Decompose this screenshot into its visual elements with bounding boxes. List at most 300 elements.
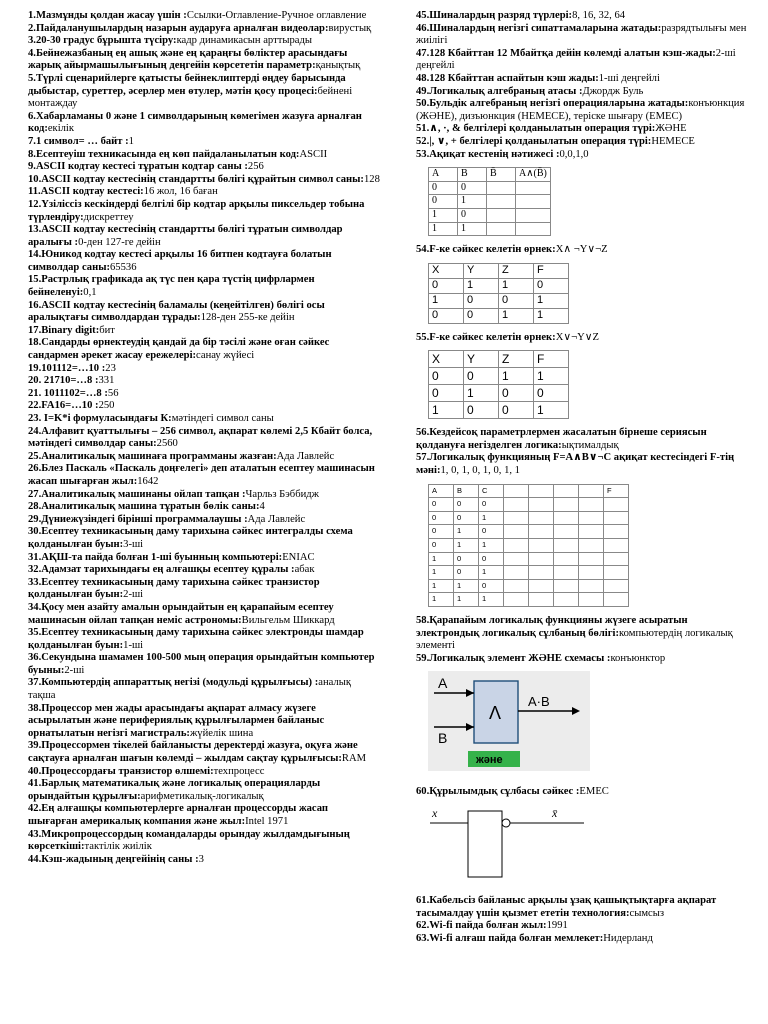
table-row: [429, 552, 629, 566]
question-text: 37.Компьютердің аппараттық негізі (модульді құрылғысы) :: [28, 677, 319, 689]
table-header-cell: A∧(B̄): [516, 168, 551, 182]
table-cell: [504, 579, 529, 593]
table-header-cell: Z: [499, 351, 534, 368]
qa-item: [416, 23, 752, 48]
question-text: 13.ASCII кодтау кестесінің стандартты бөлігі тұратын символдар аралығы :: [28, 224, 343, 248]
table-cell: [504, 525, 529, 539]
gate-input-a: A: [438, 675, 448, 692]
qa-item: [28, 249, 380, 274]
answer-text: аналық тақша: [28, 677, 351, 702]
answer-text: Вильгельм Шиккард: [241, 614, 335, 626]
qa-item: [28, 136, 380, 149]
table-cell: 1: [479, 593, 504, 607]
table-cell: [604, 498, 629, 512]
table-header-cell: A: [429, 168, 458, 182]
question-text: 11.ASCII кодтау кестесі:: [28, 186, 144, 198]
table-cell: 1: [479, 539, 504, 553]
table-cell: 0: [454, 566, 479, 580]
table-cell: [604, 511, 629, 525]
table-cell: [579, 579, 604, 593]
answer-text: 128-ден 255-ке дейін: [200, 312, 295, 324]
table-header-cell: Y: [464, 351, 499, 368]
table-cell: 1: [479, 566, 504, 580]
answer-text: дискреттеу: [83, 211, 134, 223]
table-header-cell: [554, 484, 579, 498]
question-text: 30.Есептеу техникасының даму тарихына сәйкес интегралды схема қолданылған буын:: [28, 526, 353, 550]
table-cell: 1: [534, 402, 569, 419]
table-cell: [579, 511, 604, 525]
qa-item: [416, 427, 752, 452]
answer-text: санау жүйесі: [196, 350, 255, 362]
qa-item: [416, 653, 752, 666]
table-row: [429, 368, 569, 385]
qa-item: [28, 363, 380, 376]
not-gate-diagram: [428, 805, 588, 881]
table-cell: 0: [454, 552, 479, 566]
question-text: 15.Растрлық графикада ақ түс пен қара түстің цифрлармен бейнеленуі:: [28, 274, 315, 299]
table-cell: 1: [429, 579, 454, 593]
question-text: 54.F-ке сәйкес келетін өрнек:: [416, 244, 556, 256]
question-text: 2.Пайдаланушылардың назарын аударуға арналған видеолар:: [28, 22, 329, 34]
question-text: 4.Бейнежазбаның ең ашық және ең қараңғы бөліктер арасындағы жарық айырмашылығының деңгейін көрсететін параметр:: [28, 47, 348, 72]
table-header-cell: [504, 484, 529, 498]
table-cell: [529, 498, 554, 512]
answer-text: техпроцесс: [213, 765, 265, 777]
question-text: 47.128 Кбайттан 12 Мбайтқа дейін көлемді алатын кэш-жады:: [416, 47, 716, 59]
qa-item: [28, 388, 380, 401]
table-cell: 1: [534, 368, 569, 385]
answer-text: 2-ші деңгейлі: [416, 47, 736, 72]
qa-item: [416, 895, 752, 920]
qa-item: [416, 136, 752, 149]
table-cell: [579, 566, 604, 580]
qa-item: [28, 413, 380, 426]
answer-text: 8, 16, 32, 64: [572, 10, 626, 21]
question-text: 19.101112=…10 :: [28, 362, 106, 374]
qa-item: [28, 766, 380, 779]
table-cell: [554, 539, 579, 553]
answer-text: 1991: [546, 920, 568, 932]
qa-item: [28, 174, 380, 187]
table-cell: [529, 539, 554, 553]
table-cell: 1: [429, 402, 464, 419]
truth-table-55: [428, 350, 569, 419]
table-header-cell: [579, 484, 604, 498]
table-cell: 1: [534, 293, 569, 308]
not-gate-output: x̄: [552, 805, 558, 820]
answer-text: 1: [128, 135, 134, 147]
qa-item: [28, 577, 380, 602]
table-cell: 0: [429, 511, 454, 525]
question-text: 39.Процессормен тікелей байланысты деректерді жазуға, оқуға және сақтауға арналған шағын көлемді – жылдам сақтау құрылғысы:: [28, 740, 358, 765]
table-cell: [504, 511, 529, 525]
table-cell: [579, 525, 604, 539]
question-text: 48.128 Кбайттан аспайтын кэш жады:: [416, 72, 599, 84]
answer-text: Джордж Буль: [582, 85, 644, 97]
question-text: 22.FA16=…10 :: [28, 400, 99, 412]
table-cell: [604, 552, 629, 566]
table-cell: 0: [458, 181, 487, 195]
question-text: 44.Кэш-жадының деңгейінің саны :: [28, 853, 199, 865]
question-text: 17.Binary digit:: [28, 324, 100, 336]
question-text: 42.Ең алғашқы компьютерлерге арналған процессорды жасап шығарған америкалық компания және жыл:: [28, 803, 329, 827]
question-text: 58.Қарапайым логикалық функцияны жүзеге асыратын электрондық логикалық сұлбаның бөлігі:: [416, 615, 688, 639]
answer-text: 2-ші: [123, 589, 144, 601]
table-row: [429, 511, 629, 525]
answer-text: Ада Лавлейс: [276, 450, 335, 462]
answer-text: Ада Лавлейс: [247, 513, 306, 525]
answer-text: жүйелік шина: [189, 727, 254, 739]
question-text: 53.Ақиқат кестенің нәтижесі :: [416, 148, 560, 160]
table-row: [429, 222, 551, 236]
table-cell: [487, 208, 516, 222]
qa-item: [28, 375, 380, 388]
question-text: 40.Процессордағы транзистор өлшемі:: [28, 765, 214, 777]
answer-text: 128: [363, 173, 380, 185]
qa-item: [28, 489, 380, 502]
table-cell: [579, 498, 604, 512]
table-cell: 0: [429, 278, 464, 293]
answer-text: разрядтылығы мен жиілігі: [416, 22, 747, 47]
answer-text: 1-ші: [123, 639, 144, 651]
table-cell: 0: [454, 511, 479, 525]
table-cell: [554, 552, 579, 566]
answer-text: мәтіндегі символ саны: [171, 413, 274, 424]
table-cell: 1: [429, 593, 454, 607]
question-text: 9.ASCII кодтау кестесі тұратын кодтар саны :: [28, 161, 248, 173]
table-cell: 1: [464, 385, 499, 402]
qa-item: [28, 274, 380, 299]
answer-text: 256: [247, 161, 264, 173]
table-header-cell: X: [429, 351, 464, 368]
table-row: [429, 278, 569, 293]
table-row: [429, 402, 569, 419]
question-text: 31.АҚШ-та пайда болған 1-ші буынның компьютері:: [28, 551, 283, 563]
question-text: 5.Түрлі сценарийлерге қатысты бейнеклиптерді өңдеу барысында дыбыстар, суреттер, әсерлер мен өтулер, мәтін қосу процесі:: [28, 72, 346, 97]
question-text: 18.Сандарды өрнектеудің қандай да бір тәсілі және оған сәйкес сандармен әрекет жасау ережелері:: [28, 337, 330, 362]
answer-text: X∨¬Y∨Z: [555, 331, 599, 343]
answer-text: 65536: [110, 261, 137, 273]
qa-item: [28, 35, 380, 48]
table-cell: 0: [499, 402, 534, 419]
table-cell: [504, 566, 529, 580]
table-cell: 1: [429, 552, 454, 566]
answer-text: 331: [98, 375, 115, 387]
table-cell: 0: [464, 402, 499, 419]
qa-item: [28, 703, 380, 741]
table-row: [429, 498, 629, 512]
table-cell: 1: [429, 566, 454, 580]
table-cell: [487, 181, 516, 195]
question-text: 50.Бульдік алгебраның негізгі операцияларына жатады:: [416, 98, 689, 110]
table-row: [429, 539, 629, 553]
question-text: 6.Хабарламаны 0 және 1 символдарының көмегімен жазуға арналған код:: [28, 110, 362, 135]
qa-item: [416, 332, 752, 345]
table-header-cell: A: [429, 484, 454, 498]
question-text: 34.Қосу мен азайту амалын орындайтын ең қарапайым есептеу машинасын ойлап тапқан неміс астрономы:: [28, 601, 334, 626]
table-cell: 0: [464, 368, 499, 385]
table-cell: 0: [479, 498, 504, 512]
table-cell: 0: [464, 293, 499, 308]
answer-text: қанықтық: [315, 60, 361, 72]
qa-item: [28, 337, 380, 362]
table-header-cell: X: [429, 263, 464, 278]
table-row: [429, 208, 551, 222]
table-header-cell: B: [458, 168, 487, 182]
question-text: 27.Аналитикалық машинаны ойлап тапқан :: [28, 488, 246, 500]
table-row: [429, 385, 569, 402]
qa-item: [28, 161, 380, 174]
truth-table-57: [428, 484, 629, 607]
table-cell: [516, 181, 551, 195]
answer-text: кадр динамикасын арттырады: [176, 35, 312, 47]
table-cell: [487, 222, 516, 236]
table-cell: 0: [429, 308, 464, 323]
answer-text: бейнені монтаждау: [28, 85, 353, 110]
table-cell: [529, 525, 554, 539]
table-row: [429, 308, 569, 323]
answer-text: 4: [259, 501, 265, 513]
table-cell: [529, 593, 554, 607]
qa-item: [416, 933, 752, 946]
table-cell: [579, 539, 604, 553]
answer-text: ықтималдық: [561, 439, 619, 451]
qa-item: [28, 149, 380, 162]
table-row: [429, 579, 629, 593]
qa-item: [28, 224, 380, 249]
table-cell: 1: [534, 308, 569, 323]
table-cell: 0: [534, 278, 569, 293]
answer-text: RAM: [341, 753, 367, 765]
qa-item: [28, 854, 380, 867]
answer-text: арифметикалық-логикалық: [140, 790, 264, 802]
answer-text: Intel 1971: [245, 816, 289, 827]
qa-item: [28, 501, 380, 514]
qa-item: [416, 10, 752, 23]
table-cell: [554, 593, 579, 607]
table-cell: [504, 552, 529, 566]
table-cell: 0: [429, 525, 454, 539]
table-header-cell: B: [454, 484, 479, 498]
question-text: 55.F-ке сәйкес келетін өрнек:: [416, 331, 556, 343]
question-text: 57.Логикалық функцияның F=A∧B∨¬C ақиқат кестесіндегі F-тің мәні:: [416, 452, 735, 477]
table-cell: [554, 579, 579, 593]
table-cell: [516, 195, 551, 209]
table-cell: [604, 525, 629, 539]
answer-text: 1642: [137, 475, 159, 487]
table-cell: 0: [454, 498, 479, 512]
qa-item: [416, 123, 752, 136]
left-column: [28, 10, 380, 866]
table-cell: 1: [458, 195, 487, 209]
table-row: [429, 181, 551, 195]
question-text: 8.Есептеуіш техникасында ең көп пайдаланылатын код:: [28, 148, 300, 160]
qa-item: [28, 602, 380, 627]
question-text: 60.Құрылымдық сұлбасы сәйкес :: [416, 785, 580, 797]
table-header-cell: [529, 484, 554, 498]
truth-table-53: [428, 167, 551, 236]
question-text: 28.Аналитикалық машина тұратын бөлік саны:: [28, 501, 260, 513]
answer-text: 250: [98, 400, 115, 412]
table-cell: [554, 525, 579, 539]
qa-item: [28, 463, 380, 488]
qa-item: [28, 778, 380, 803]
table-row: [429, 525, 629, 539]
qa-item: [28, 552, 380, 565]
answer-text: тактілік жиілік: [84, 841, 152, 853]
table-row: [429, 593, 629, 607]
question-text: 41.Барлық математикалық және логикалық операцияларды орындайтын құрылғы:: [28, 778, 321, 802]
table-cell: 1: [454, 593, 479, 607]
table-cell: 1: [458, 222, 487, 236]
table-cell: 0: [429, 539, 454, 553]
qa-item: [416, 452, 752, 477]
answer-text: Чарльз Бэббидж: [245, 488, 319, 500]
question-text: 7.1 символ= … байт :: [28, 135, 129, 147]
qa-item: [28, 451, 380, 464]
table-header-row: [429, 168, 551, 182]
gate-output: A·B: [528, 694, 550, 710]
table-cell: 1: [499, 368, 534, 385]
question-text: 12.Үзіліссіз кескіндерді белгілі бір кодтар арқылы пиксельдер тобына түрлендіру:: [28, 198, 365, 223]
table-cell: [604, 579, 629, 593]
table-header-cell: F: [534, 351, 569, 368]
question-text: 49.Логикалық алгебраның атасы :: [416, 85, 583, 97]
answer-text: ЕМЕС: [579, 785, 609, 797]
question-text: 25.Аналитикалық машинаға программаны жазған:: [28, 450, 277, 462]
answer-text: ASCII: [299, 148, 328, 160]
answer-text: конъюнктор: [610, 652, 666, 664]
table-cell: [529, 579, 554, 593]
answer-text: 2-ші: [64, 664, 85, 676]
table-cell: 0: [534, 385, 569, 402]
table-header-row: [429, 484, 629, 498]
question-text: 38.Процессор мен жады арасындағы ақпарат алмасу жүзеге асырылатын және перифериялық құрылғылармен байланыс орнатылатын негізгі магистраль:: [28, 702, 325, 739]
table-cell: [504, 498, 529, 512]
table-header-row: [429, 263, 569, 278]
answer-text: вирустық: [328, 22, 372, 34]
question-text: 62.Wi-fi пайда болған жыл:: [416, 920, 547, 932]
table-cell: 1: [429, 222, 458, 236]
table-header-cell: F: [604, 484, 629, 498]
answer-text: компьютердің логикалық элементі: [416, 627, 733, 652]
answer-text: бит: [99, 324, 115, 336]
right-column: [416, 10, 752, 946]
table-header-cell: B̄: [487, 168, 516, 182]
answer-text: 3-ші: [123, 538, 144, 550]
question-text: 29.Дүниежүзіндегі бірінші программалаушы :: [28, 513, 248, 525]
table-cell: [529, 552, 554, 566]
qa-item: [416, 244, 752, 257]
table-row: [429, 566, 629, 580]
gate-input-b: B: [438, 730, 448, 747]
qa-item: [28, 300, 380, 325]
question-text: 14.Юникод кодтау кестесі арқылы 16 битпен кодтауға болатын символдар саны:: [28, 249, 332, 273]
question-text: 10.ASCII кодтау кестесінің стандартты бөлігі құрайтын символ саны:: [28, 173, 364, 185]
answer-text: 2560: [156, 438, 178, 450]
answer-text: 23: [105, 362, 116, 374]
table-cell: 1: [454, 579, 479, 593]
table-cell: [529, 511, 554, 525]
qa-item: [416, 86, 752, 99]
qa-item: [28, 325, 380, 338]
not-gate-input: x: [432, 805, 438, 820]
answer-text: 0,1: [83, 287, 97, 299]
answer-text: 56: [107, 387, 119, 399]
question-text: 33.Есептеу техникасының даму тарихына сәйкес транзистор қолданылған буын:: [28, 576, 320, 601]
table-cell: 0: [458, 208, 487, 222]
question-text: 26.Блез Паскаль «Паскаль доңғелегі» деп аталатын есептеу машинасын жасап шығарған жыл:: [28, 463, 375, 487]
qa-item: [28, 677, 380, 702]
table-cell: 1: [499, 308, 534, 323]
qa-item: [416, 48, 752, 73]
table-cell: 0: [429, 181, 458, 195]
table-header-cell: Z: [499, 263, 534, 278]
question-text: 36.Секундына шамамен 100-500 мың операция орындайтын компьютер буыны:: [28, 652, 375, 676]
table-cell: 0: [429, 385, 464, 402]
table-cell: 1: [454, 539, 479, 553]
answer-text: ЖӘНЕ: [655, 123, 687, 135]
answer-text: 0-ден 127-ге дейін: [78, 236, 161, 248]
qa-item: [28, 400, 380, 413]
table-header-cell: C: [479, 484, 504, 498]
table-cell: 0: [499, 385, 534, 402]
qa-item: [416, 786, 752, 799]
table-cell: 1: [499, 278, 534, 293]
qa-item: [28, 186, 380, 199]
qa-item: [28, 564, 380, 577]
answer-text: 1-ші деңгейлі: [598, 72, 660, 84]
table-cell: [516, 208, 551, 222]
answer-text: сымсыз: [629, 907, 665, 919]
qa-item: [28, 829, 380, 854]
qa-item: [416, 149, 752, 162]
table-header-cell: F: [534, 263, 569, 278]
qa-item: [28, 23, 380, 36]
table-cell: 0: [429, 195, 458, 209]
qa-item: [28, 73, 380, 111]
answer-text: 1, 0, 1, 0, 1, 0, 1, 1: [440, 465, 520, 477]
qa-item: [416, 73, 752, 86]
table-cell: [604, 539, 629, 553]
question-text: 35.Есептеу техникасының даму тарихына сәйкес электронды шамдар қолданылған буын:: [28, 627, 364, 651]
and-gate-diagram: [428, 671, 590, 771]
question-text: 61.Кабельсіз байланыс арқылы ұзақ қашықтықтарға ақпарат тасымалдау үшін қызмет ететін технология:: [416, 895, 717, 919]
table-cell: 1: [429, 293, 464, 308]
qa-item: [28, 740, 380, 765]
answer-text: абак: [294, 564, 315, 576]
table-cell: [579, 593, 604, 607]
table-cell: 1: [464, 278, 499, 293]
table-row: [429, 293, 569, 308]
answer-text: 0,0,1,0: [559, 148, 589, 160]
qa-item: [28, 627, 380, 652]
answer-text: 3: [198, 853, 204, 865]
table-cell: [554, 566, 579, 580]
qa-item: [28, 803, 380, 828]
table-cell: 1: [429, 208, 458, 222]
truth-table-54: [428, 263, 569, 324]
and-gate-symbol: Λ: [489, 703, 502, 724]
question-text: 1.Мазмұнды қолдан жасау үшін :: [28, 10, 187, 21]
table-cell: [504, 539, 529, 553]
table-cell: 0: [479, 552, 504, 566]
table-cell: [604, 566, 629, 580]
answer-text: Ссылки-Оглавление-Ручное оглавление: [186, 10, 367, 21]
qa-item: [28, 48, 380, 73]
table-cell: 0: [464, 308, 499, 323]
table-cell: 1: [479, 511, 504, 525]
